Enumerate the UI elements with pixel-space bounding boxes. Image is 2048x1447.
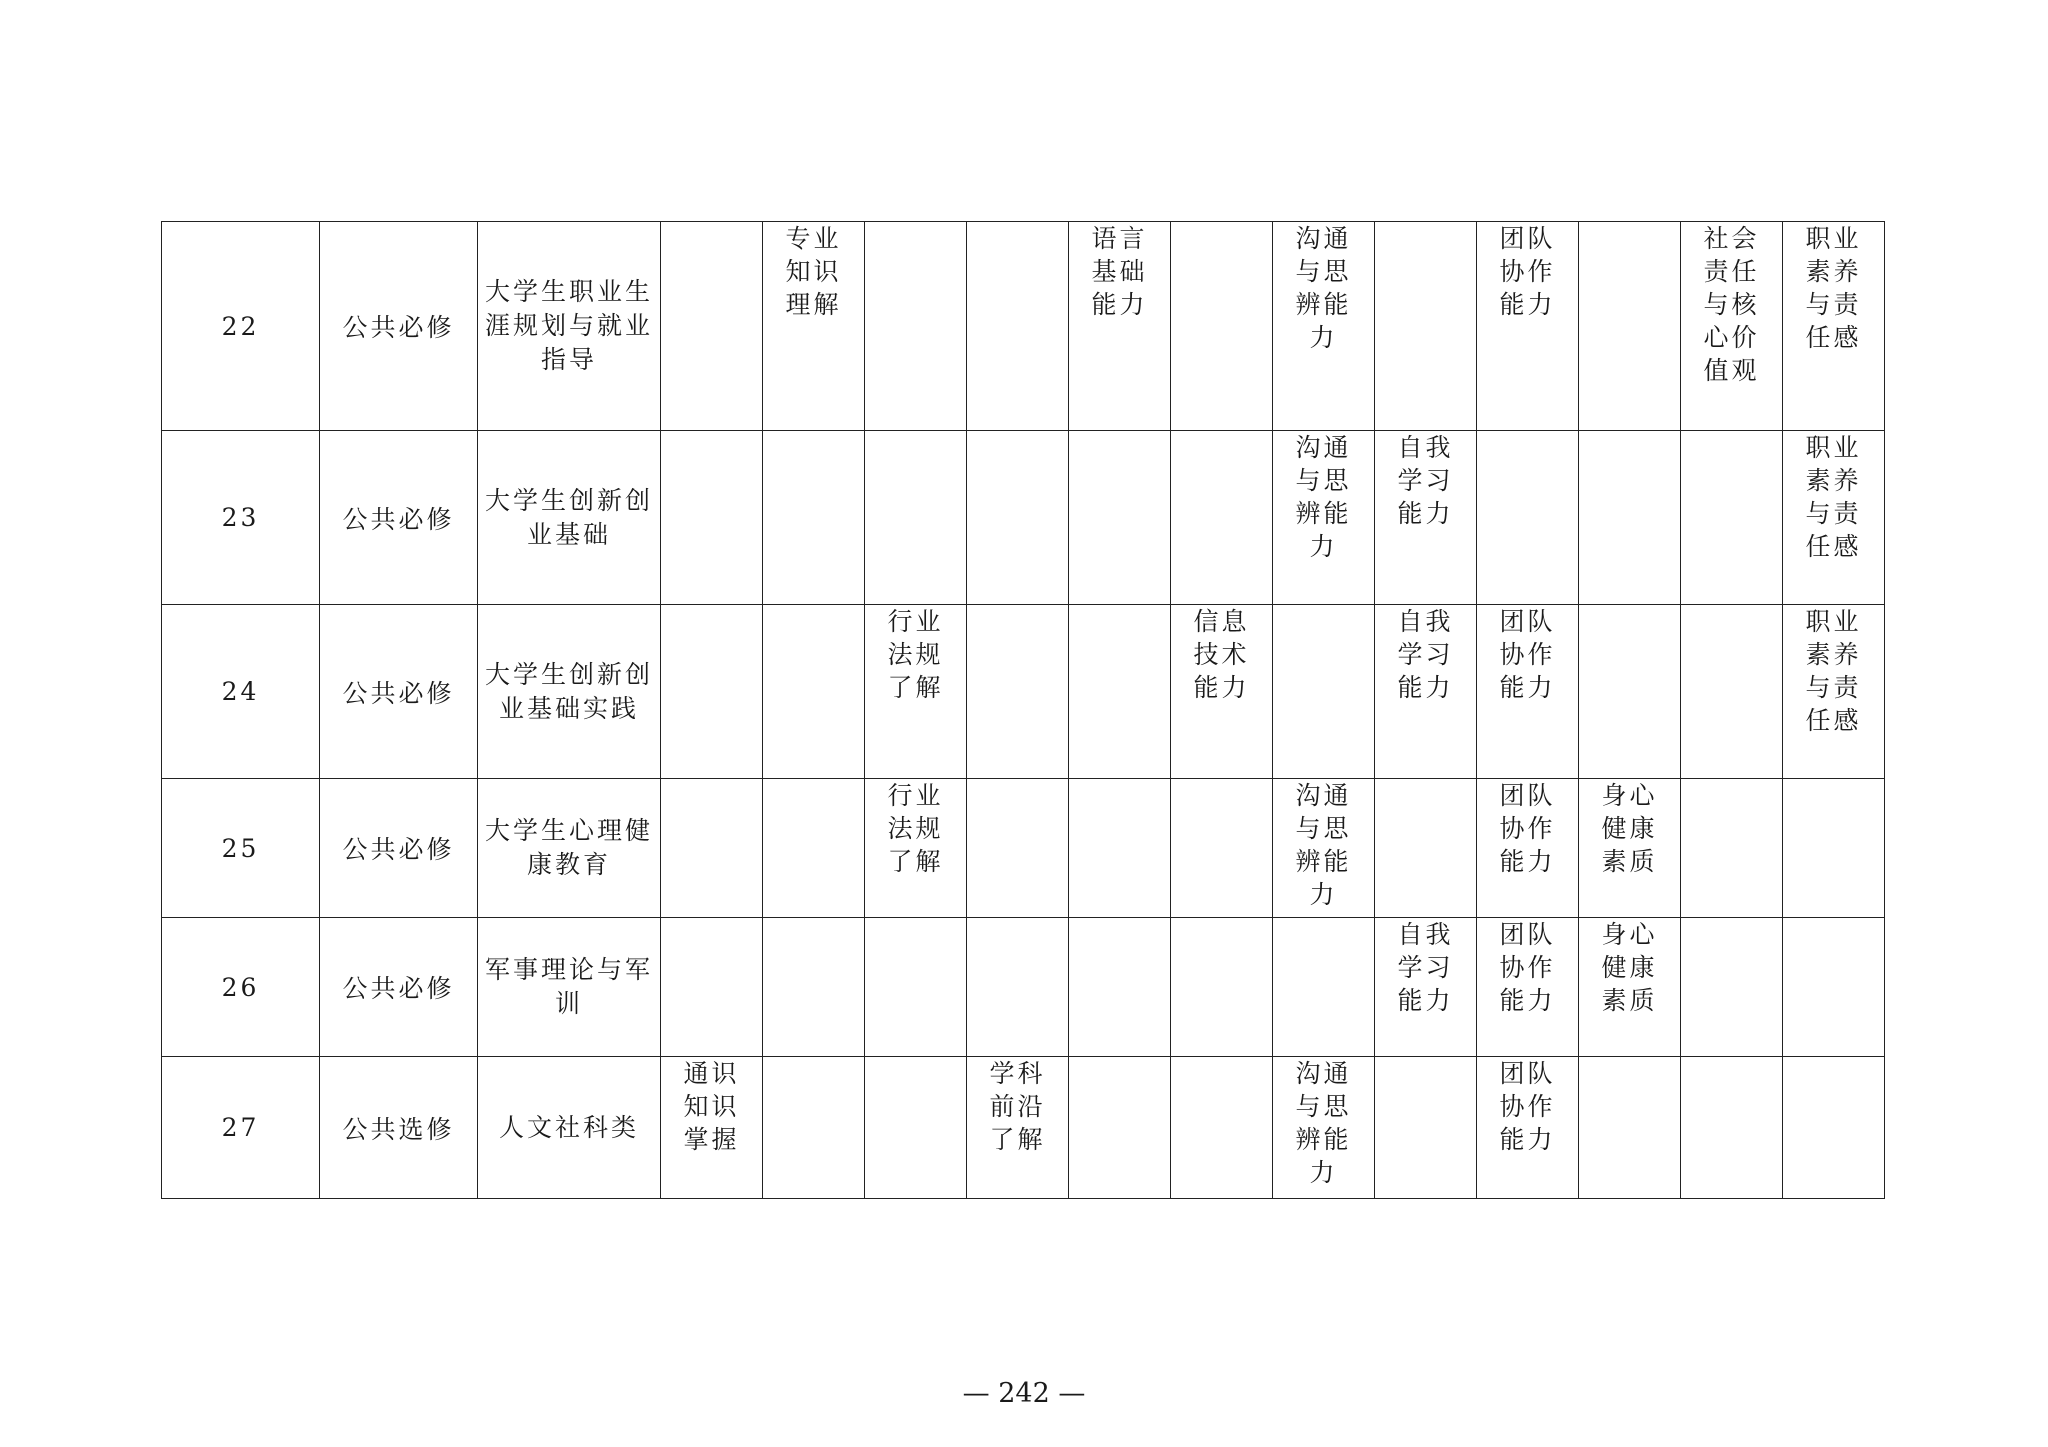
capability-cell xyxy=(1375,222,1477,431)
capability-cell xyxy=(1273,918,1375,1057)
capability-cell xyxy=(865,918,967,1057)
capability-text: 自我学习能力 xyxy=(1397,920,1454,1015)
table-row xyxy=(162,918,1885,1057)
course-type: 公共必修 xyxy=(320,779,478,918)
capability-cell xyxy=(661,222,763,431)
capability-cell xyxy=(1477,1057,1579,1199)
page-number: — 242 — xyxy=(962,1378,1086,1409)
capability-text: 职业素养与责任感 xyxy=(1805,224,1862,352)
capability-text: 自我学习能力 xyxy=(1397,433,1454,528)
capability-cell xyxy=(661,1057,763,1199)
capability-text: 自我学习能力 xyxy=(1397,607,1454,702)
capability-cell xyxy=(1375,1057,1477,1199)
capability-text: 沟通与思辨能力 xyxy=(1295,224,1352,352)
capability-cell xyxy=(1477,779,1579,918)
capability-cell xyxy=(661,918,763,1057)
capability-cell xyxy=(1273,1057,1375,1199)
capability-cell xyxy=(1375,431,1477,605)
capability-cell xyxy=(1579,431,1681,605)
capability-text: 通识知识掌握 xyxy=(683,1059,740,1154)
course-number: 23 xyxy=(162,431,320,605)
capability-cell xyxy=(865,1057,967,1199)
capability-cell xyxy=(1783,1057,1885,1199)
capability-text: 信息技术能力 xyxy=(1193,607,1250,702)
course-type: 公共必修 xyxy=(320,222,478,431)
capability-cell xyxy=(1273,779,1375,918)
capability-cell xyxy=(1477,605,1579,779)
capability-cell xyxy=(967,779,1069,918)
capability-cell xyxy=(967,222,1069,431)
capability-cell xyxy=(1375,605,1477,779)
capability-text: 专业知识理解 xyxy=(785,224,842,319)
capability-cell xyxy=(1375,918,1477,1057)
table-row xyxy=(162,222,1885,431)
course-capability-table xyxy=(161,221,1885,1199)
capability-cell xyxy=(1783,779,1885,918)
capability-cell xyxy=(1681,222,1783,431)
course-type: 公共必修 xyxy=(320,918,478,1057)
course-number: 24 xyxy=(162,605,320,779)
capability-cell xyxy=(967,605,1069,779)
course-number: 22 xyxy=(162,222,320,431)
capability-cell xyxy=(967,431,1069,605)
capability-cell xyxy=(1273,431,1375,605)
capability-text: 学科前沿了解 xyxy=(989,1059,1046,1154)
capability-cell xyxy=(1069,431,1171,605)
capability-text: 社会责任与核心价值观 xyxy=(1703,224,1760,385)
capability-cell xyxy=(1783,431,1885,605)
capability-cell xyxy=(1783,222,1885,431)
capability-cell xyxy=(865,431,967,605)
capability-cell xyxy=(1171,605,1273,779)
table-row xyxy=(162,779,1885,918)
capability-cell xyxy=(865,605,967,779)
capability-cell xyxy=(763,605,865,779)
capability-cell xyxy=(1681,431,1783,605)
capability-text: 行业法规了解 xyxy=(887,781,944,876)
capability-text: 身心健康素质 xyxy=(1601,781,1658,876)
course-number: 25 xyxy=(162,779,320,918)
capability-cell xyxy=(1579,779,1681,918)
capability-text: 职业素养与责任感 xyxy=(1805,607,1862,735)
capability-cell xyxy=(1171,779,1273,918)
capability-cell xyxy=(1273,605,1375,779)
capability-cell xyxy=(967,918,1069,1057)
capability-cell xyxy=(1681,1057,1783,1199)
capability-cell xyxy=(1069,605,1171,779)
capability-cell xyxy=(865,779,967,918)
capability-cell xyxy=(1579,605,1681,779)
capability-cell xyxy=(1069,1057,1171,1199)
capability-cell xyxy=(1681,605,1783,779)
capability-cell xyxy=(661,605,763,779)
capability-cell xyxy=(1477,431,1579,605)
course-name: 大学生心理健康教育 xyxy=(478,779,661,918)
capability-text: 沟通与思辨能力 xyxy=(1295,1059,1352,1187)
capability-cell xyxy=(763,1057,865,1199)
course-name: 大学生创新创业基础实践 xyxy=(478,605,661,779)
capability-cell xyxy=(763,431,865,605)
capability-cell xyxy=(1375,779,1477,918)
table-row xyxy=(162,1057,1885,1199)
table-row xyxy=(162,431,1885,605)
capability-cell xyxy=(865,222,967,431)
capability-cell xyxy=(1273,222,1375,431)
course-type: 公共选修 xyxy=(320,1057,478,1199)
capability-text: 行业法规了解 xyxy=(887,607,944,702)
capability-cell xyxy=(1681,779,1783,918)
capability-cell xyxy=(1069,222,1171,431)
course-name: 大学生职业生涯规划与就业指导 xyxy=(478,222,661,431)
capability-text: 团队协作能力 xyxy=(1499,781,1556,876)
capability-cell xyxy=(661,431,763,605)
capability-text: 团队协作能力 xyxy=(1499,1059,1556,1154)
capability-cell xyxy=(1477,222,1579,431)
course-name: 大学生创新创业基础 xyxy=(478,431,661,605)
capability-cell xyxy=(763,779,865,918)
capability-cell xyxy=(1171,431,1273,605)
capability-text: 沟通与思辨能力 xyxy=(1295,781,1352,909)
capability-cell xyxy=(1783,605,1885,779)
capability-cell xyxy=(967,1057,1069,1199)
capability-cell xyxy=(763,222,865,431)
capability-cell xyxy=(661,779,763,918)
capability-cell xyxy=(1579,222,1681,431)
capability-cell xyxy=(1783,918,1885,1057)
capability-text: 身心健康素质 xyxy=(1601,920,1658,1015)
capability-text: 语言基础能力 xyxy=(1091,224,1148,319)
capability-cell xyxy=(1579,1057,1681,1199)
capability-cell xyxy=(1171,918,1273,1057)
capability-text: 团队协作能力 xyxy=(1499,920,1556,1015)
capability-cell xyxy=(763,918,865,1057)
capability-cell xyxy=(1579,918,1681,1057)
capability-cell xyxy=(1069,918,1171,1057)
capability-cell xyxy=(1171,222,1273,431)
capability-cell xyxy=(1171,1057,1273,1199)
capability-text: 沟通与思辨能力 xyxy=(1295,433,1352,561)
course-number: 26 xyxy=(162,918,320,1057)
table-row xyxy=(162,605,1885,779)
course-name: 人文社科类 xyxy=(478,1057,661,1199)
course-number: 27 xyxy=(162,1057,320,1199)
course-type: 公共必修 xyxy=(320,605,478,779)
capability-cell xyxy=(1477,918,1579,1057)
capability-cell xyxy=(1069,779,1171,918)
course-type: 公共必修 xyxy=(320,431,478,605)
course-name: 军事理论与军训 xyxy=(478,918,661,1057)
capability-text: 职业素养与责任感 xyxy=(1805,433,1862,561)
capability-text: 团队协作能力 xyxy=(1499,607,1556,702)
capability-text: 团队协作能力 xyxy=(1499,224,1556,319)
capability-cell xyxy=(1681,918,1783,1057)
